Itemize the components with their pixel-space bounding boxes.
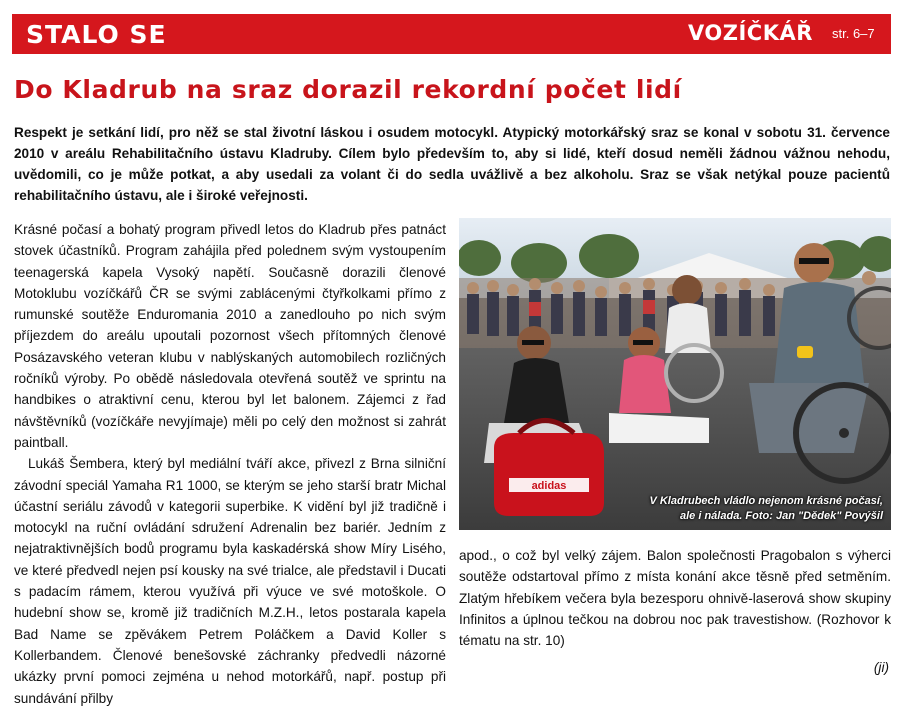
photo-caption-line: V Kladrubech vládlo nejenom krásné počasí, bbox=[649, 495, 883, 507]
body-paragraph: Lukáš Šembera, který byl mediální tváří akce, přivezl z Brna silniční závodní speciál Yamaha R1 1000, se kterým se jeho starší bratr Michal účastní seriálu závodů v kategorii superbike. K vidění byl již tradičně i motocykl na ruční ovládání sdružení Adrenalin bez bariér. Jedním z nejatraktivnějších bodů programu byla kaskadérská show Míry Lisého, ve které předvedl nejen psí kousky na své trialce, ale představil i Ducati s padacím rámem, kterou využívá při výuce ve své motoškole. O hudební show se, kromě již tradičních M.Z.H., letos postarala kapela Bad Name se zpěvákem Petrem Poláčkem a David Koller s Kollerbandem. Členové benešovské záchranky předvedli názorné ukázky první pomoci zejména u nehod motorkářů, např. postup při sundávání přilby bbox=[14, 456, 446, 706]
event-photo-illustration bbox=[459, 218, 891, 530]
magazine-logo: VOZÍČKÁŘ bbox=[688, 21, 813, 45]
red-sports-bag bbox=[494, 421, 604, 517]
photo-caption-line: ale i nálada. Foto: Jan "Dědek" Povýšil bbox=[680, 510, 883, 522]
article-title: Do Kladrub na sraz dorazil rekordní počet lidí bbox=[14, 75, 682, 104]
section-title: STALO SE bbox=[26, 20, 167, 49]
article-body-left-column bbox=[14, 219, 446, 709]
section-header-band bbox=[12, 14, 891, 54]
event-photo bbox=[459, 218, 891, 530]
body-paragraph: Krásné počasí a bohatý program přivedl letos do Kladrub přes patnáct stovek účastníků. Program zahájila před polednem svým vystoupením teenagerská kapela Vysoký napětí. Současně dorazili členové Motoklubu vozíčkářů ČR se svými zablácenými čtyřkolkami přímo z rumunské soutěže Enduromania 2010 a zanedlouho po nich svým příjezdem do areálu upoutali pozornost všech přítomných členové Posázavského veteran klubu v nablýskaných automobilech rozličných ročníků výroby. Po obědě následovala otevřená soutěž ve sprintu na handbikes o atraktivní cenu, kterou byl let balonem. Zájemci z řad návštěvníků (vozíčkáře nevyjímaje) měli po celý den možnost si zahrát paintball. bbox=[14, 222, 446, 450]
author-initials: (ji) bbox=[873, 660, 889, 675]
article-lead: Respekt je setkání lidí, pro něž se stal životní láskou i osudem motocykl. Atypický motorkářský sraz se konal v sobotu 31. července 2010 v areálu Rehabilitačního ústavu Kladruby. Cílem bylo především to, aby si lidé, kteří dosud neměli žádnou vážnou nehodu, uvědomili, co je může potkat, a aby usedali za volant či do sedla uvážlivě a bez alkoholu. Sraz se však netýkal pouze pacientů rehabilitačního ústavu, ale i široké veřejnosti. bbox=[14, 125, 890, 203]
article-body-right-column: apod., o což byl velký zájem. Balon společnosti Pragobalon s výherci soutěže odstartoval přímo z místa konání akce těsně před setměním. Zlatým hřebíkem večera byla bezesporu ohnivě-laserová show skupiny Infinitos a úplnou tečkou na dobrou noc pak travestishow. (Rozhovor k tématu na str. 10) bbox=[459, 548, 891, 649]
photo-caption bbox=[613, 494, 883, 524]
page-reference: str. 6–7 bbox=[832, 26, 875, 41]
bag-logo-text: adidas bbox=[531, 480, 567, 492]
